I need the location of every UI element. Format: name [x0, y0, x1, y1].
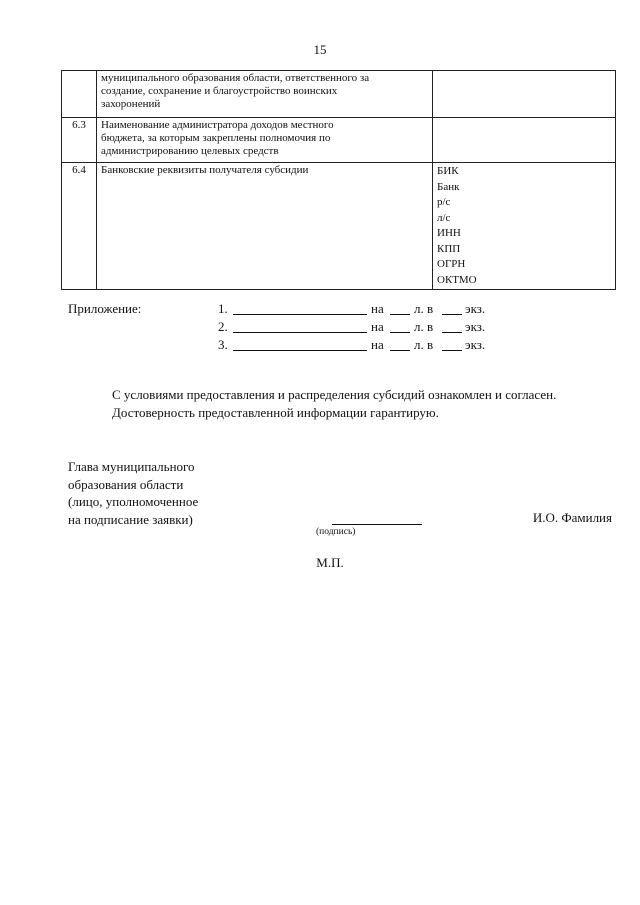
requisite-kpp: КПП — [437, 242, 461, 255]
row-value-cell — [433, 71, 616, 118]
description-line: создание, сохранение и благоустройство воинских — [101, 85, 338, 97]
accuracy-guarantee: Достоверность предоставленной информации гарантирую. — [112, 405, 439, 420]
seal-placeholder: М.П. — [316, 555, 344, 570]
requisite-inn: ИНН — [437, 227, 461, 239]
requisite-bank: Банк — [437, 180, 460, 193]
bank-requisites-cell — [433, 163, 616, 290]
consent-statement: С условиями предоставления и распределения субсидий ознакомлен и согласен. — [112, 387, 557, 402]
row-description — [97, 118, 433, 163]
details-table — [61, 70, 616, 290]
signatory-line: (лицо, уполномоченное — [68, 494, 199, 509]
signatory-block — [68, 458, 198, 528]
attachment-copies-blank — [442, 301, 462, 315]
attachments-label: Приложение: — [68, 301, 142, 316]
row-description — [97, 71, 433, 118]
attachment-sheets-blank — [390, 301, 410, 315]
description-line: Банковские реквизиты получателя субсидии — [101, 164, 309, 176]
attachment-copies-blank — [442, 319, 462, 333]
description-line: муниципального образования области, ответственного за — [101, 72, 370, 84]
attachment-sheets-label: л. в — [414, 319, 434, 334]
row-description — [97, 163, 433, 290]
attachment-on-label: на — [371, 301, 384, 316]
description-line: Наименование администратора доходов местного — [101, 119, 334, 131]
attachment-on-label: на — [371, 319, 384, 334]
signatory-line: на подписание заявки) — [68, 511, 193, 527]
requisite-bik: БИК — [437, 165, 459, 177]
requisite-ogrn: ОГРН — [437, 258, 466, 270]
attachment-number: 3. — [218, 337, 228, 352]
row-number: 6.4 — [62, 163, 97, 290]
attachment-sheets-label: л. в — [414, 301, 434, 316]
table-row — [62, 163, 616, 290]
description-line: захоронений — [101, 98, 161, 110]
requisite-settlement-account: р/с — [437, 196, 451, 208]
requisite-personal-account: л/с — [437, 211, 451, 224]
attachment-on-label: на — [371, 337, 384, 352]
table-row — [62, 71, 616, 118]
attachment-copies-label: экз. — [465, 301, 486, 316]
description-line: бюджета, за которым закреплены полномочия по — [101, 132, 331, 144]
attachment-sheets-blank — [390, 319, 410, 333]
description-line: администрированию целевых средств — [101, 145, 279, 157]
row-value-cell — [433, 118, 616, 163]
attachment-copies-label: экз. — [465, 337, 486, 352]
signatory-line: Глава муниципального — [68, 459, 195, 474]
attachment-sheets-blank — [390, 337, 410, 351]
requisite-oktmo: ОКТМО — [437, 273, 477, 286]
signature-line — [332, 524, 422, 525]
attachment-copies-label: экз. — [465, 319, 486, 334]
attachment-sheets-label: л. в — [414, 337, 434, 352]
row-number — [62, 71, 97, 118]
attachment-number: 2. — [218, 319, 228, 334]
signatory-line: образования области — [68, 476, 184, 492]
attachment-row — [218, 337, 518, 355]
attachment-row — [218, 301, 518, 319]
consent-section — [68, 386, 613, 422]
page-number: 15 — [313, 42, 327, 57]
signature-caption: (подпись) — [316, 527, 356, 537]
signatory-name: И.О. Фамилия — [532, 510, 612, 525]
attachment-title-blank — [233, 337, 367, 351]
table-row — [62, 118, 616, 163]
attachment-number: 1. — [218, 301, 228, 316]
row-number: 6.3 — [62, 118, 97, 163]
attachment-copies-blank — [442, 337, 462, 351]
attachment-row — [218, 319, 518, 337]
attachment-title-blank — [233, 301, 367, 315]
attachment-title-blank — [233, 319, 367, 333]
